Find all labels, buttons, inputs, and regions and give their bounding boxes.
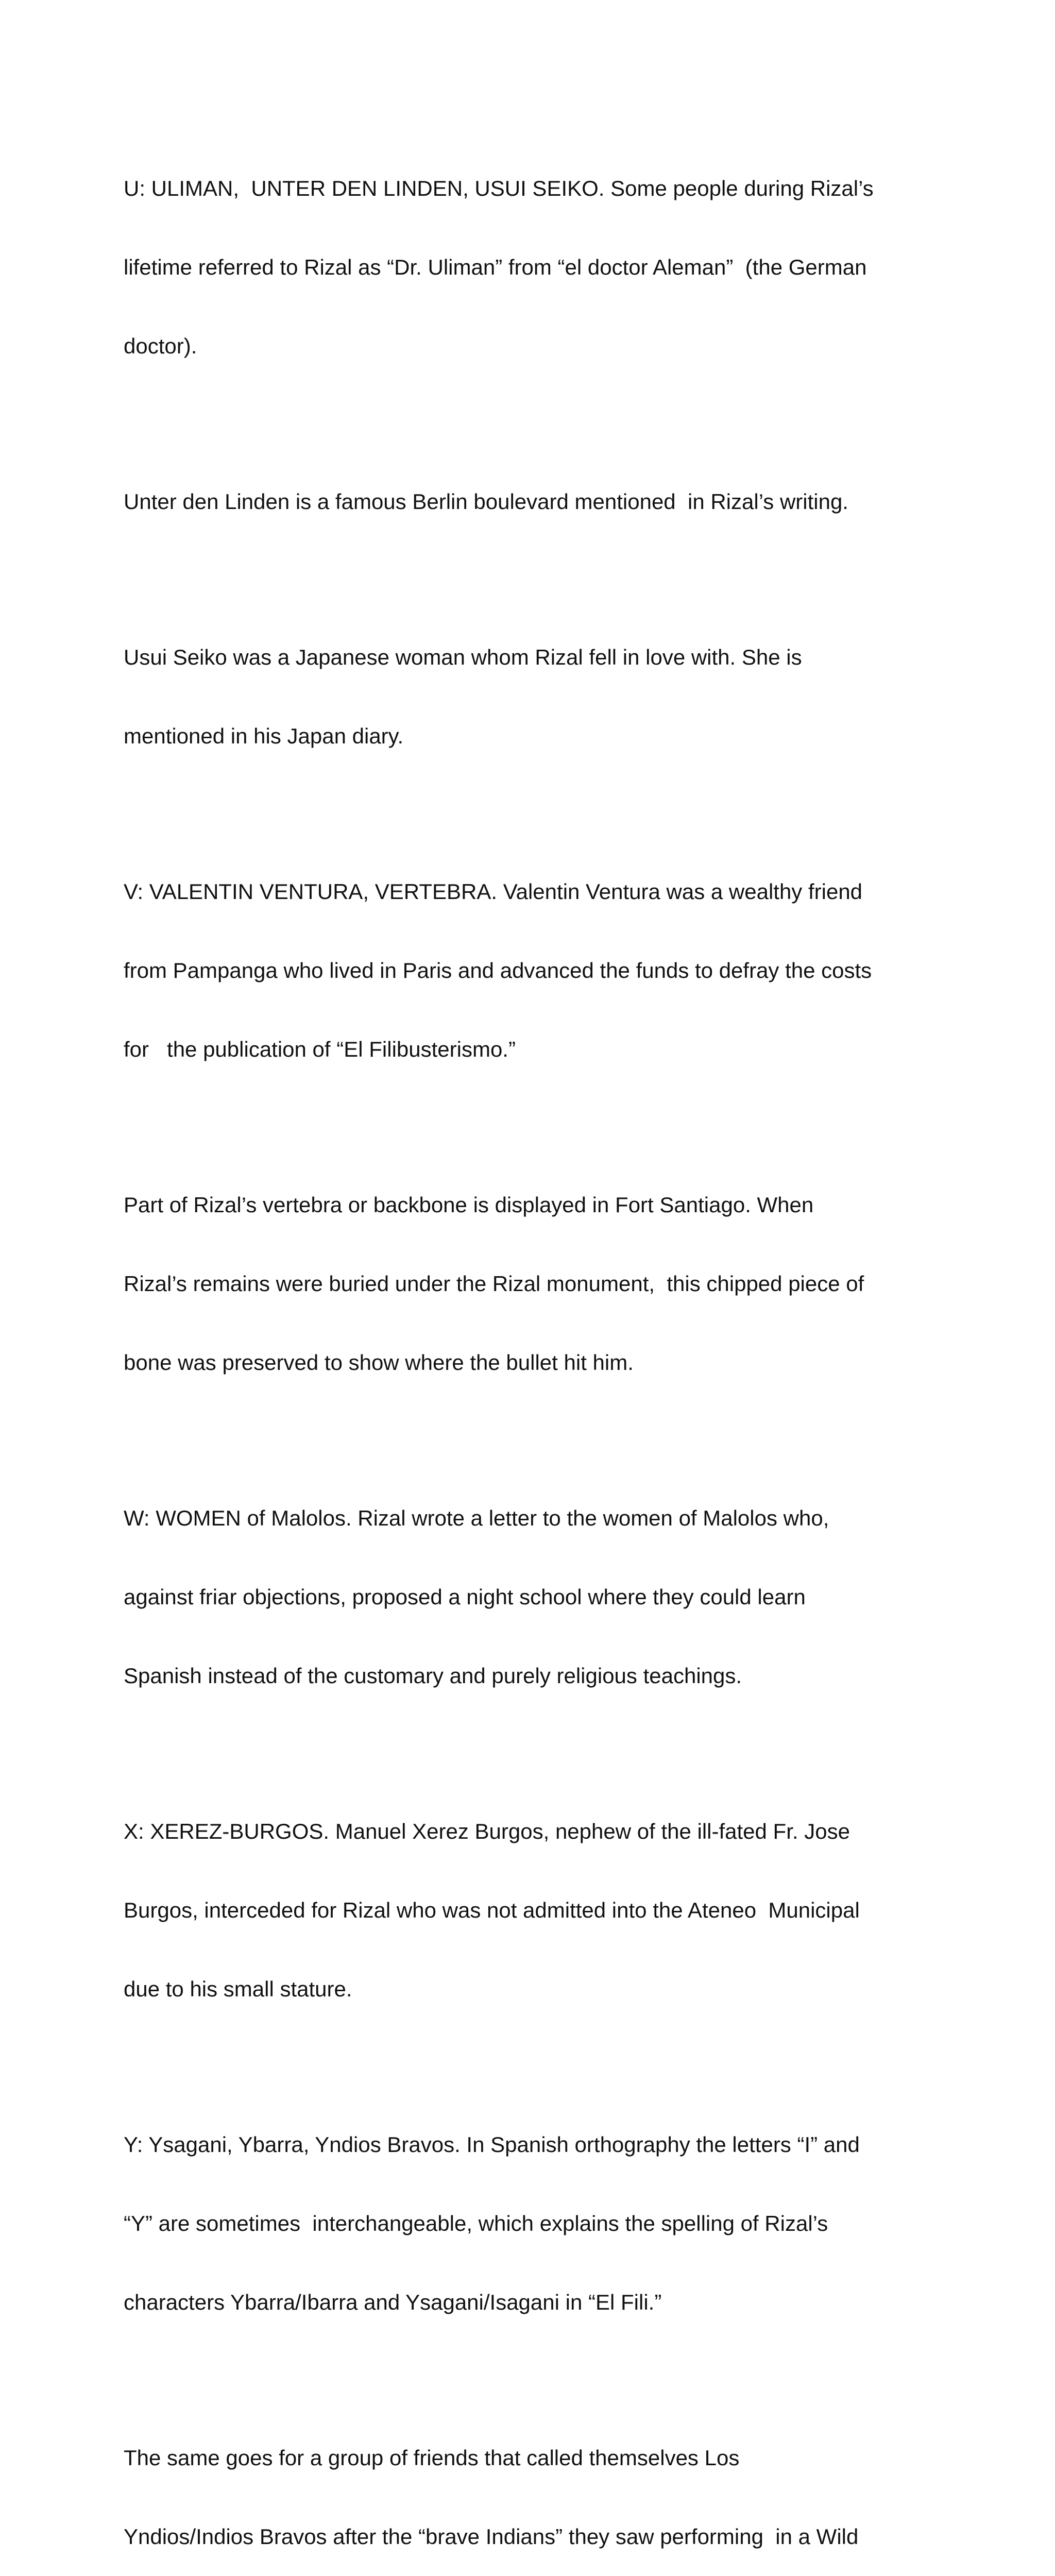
text-line: against friar objections, proposed a night school where they could learn <box>124 1585 806 1609</box>
text-line: Rizal’s remains were buried under the Rizal monument, this chipped piece of <box>124 1272 864 1296</box>
paragraph-y-entry <box>124 2079 938 2368</box>
text-line: characters Ybarra/Ibarra and Ysagani/Isagani in “El Fili.” <box>124 2290 662 2314</box>
text-line: Yndios/Indios Bravos after the “brave Indians” they saw performing in a Wild <box>124 2524 859 2549</box>
text-line: Part of Rizal’s vertebra or backbone is displayed in Fort Santiago. When <box>124 1193 814 1217</box>
text-line: U: ULIMAN, UNTER DEN LINDEN, USUI SEIKO. Some people during Rizal’s <box>124 176 874 200</box>
text-line: Spanish instead of the customary and purely religious teachings. <box>124 1664 742 1688</box>
paragraph-w-entry <box>124 1452 938 1741</box>
text-line: V: VALENTIN VENTURA, VERTEBRA. Valentin Ventura was a wealthy friend <box>124 879 863 904</box>
paragraph-unter-den-linden <box>124 436 938 567</box>
paragraph-vertebra <box>124 1139 938 1428</box>
text-line: X: XEREZ-BURGOS. Manuel Xerez Burgos, nephew of the ill-fated Fr. Jose <box>124 1819 850 1843</box>
document-body <box>124 123 938 2576</box>
text-line: due to his small stature. <box>124 1977 352 2001</box>
text-line: bone was preserved to show where the bullet hit him. <box>124 1350 634 1375</box>
text-line: Burgos, interceded for Rizal who was not admitted into the Ateneo Municipal <box>124 1898 860 1922</box>
text-line: for the publication of “El Filibusterismo.” <box>124 1037 516 1061</box>
paragraph-x-entry <box>124 1766 938 2055</box>
text-line: W: WOMEN of Malolos. Rizal wrote a letter to the women of Malolos who, <box>124 1506 829 1530</box>
text-line: Usui Seiko was a Japanese woman whom Rizal fell in love with. She is <box>124 645 802 669</box>
text-line: doctor). <box>124 334 197 358</box>
text-line: The same goes for a group of friends that called themselves Los <box>124 2446 740 2470</box>
paragraph-v-entry <box>124 826 938 1115</box>
text-line: lifetime referred to Rizal as “Dr. Uliman” from “el doctor Aleman” (the German <box>124 255 867 279</box>
text-line: mentioned in his Japan diary. <box>124 724 404 748</box>
text-line: from Pampanga who lived in Paris and advanced the funds to defray the costs <box>124 958 872 982</box>
text-line: Unter den Linden is a famous Berlin boulevard mentioned in Rizal’s writing. <box>124 489 848 514</box>
paragraph-u-entry <box>124 123 938 412</box>
text-line: Y: Ysagani, Ybarra, Yndios Bravos. In Spanish orthography the letters “I” and <box>124 2132 860 2157</box>
paragraph-indios-bravos <box>124 2392 938 2576</box>
text-line: “Y” are sometimes interchangeable, which explains the spelling of Rizal’s <box>124 2211 828 2235</box>
paragraph-usui-seiko <box>124 591 938 802</box>
